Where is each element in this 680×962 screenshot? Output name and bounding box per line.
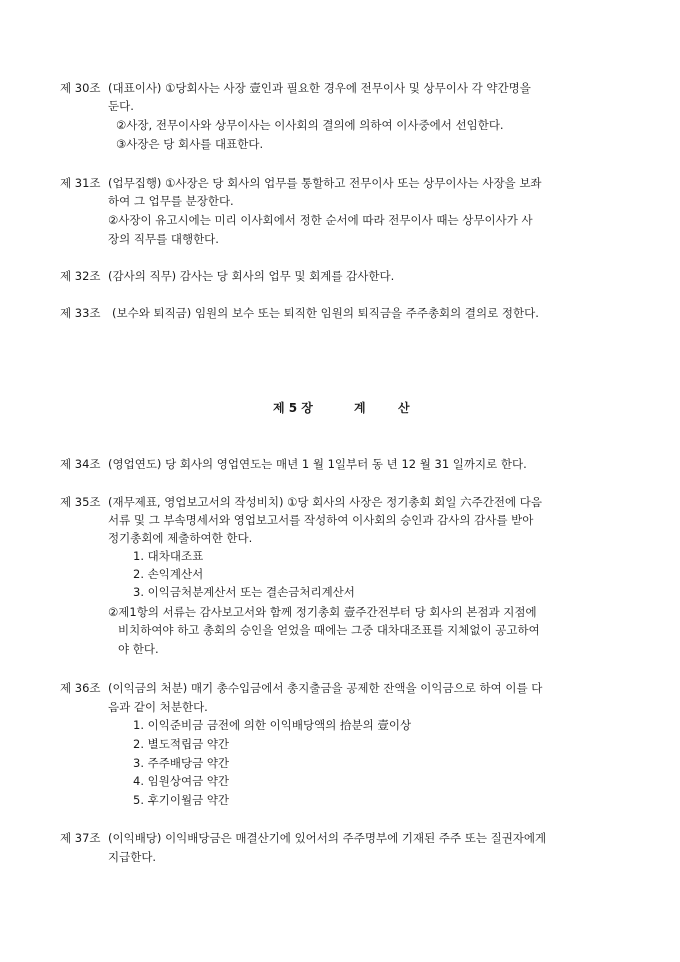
article-31-line-1: (업무집행) ①사장은 당 회사의 업무를 통할하고 전무이사 또는 상무이사는 사장을 보좌 — [108, 176, 542, 190]
article-32-line-1: (감사의 직무) 감사는 당 회사의 업무 및 회계를 감사한다. — [108, 269, 395, 283]
article-35-line-8: 비치하여야 하고 총회의 승인을 얻었을 때에는 그중 대차대조표를 지체없이 공고하여 — [118, 623, 540, 637]
article-30-number: 제 30조 — [60, 81, 101, 95]
article-34-line-1: (영업연도) 당 회사의 영업연도는 매년 1 월 1일부터 동 년 12 월 31 일까지로 한다. — [108, 457, 527, 471]
article-31-line-2: 하여 그 업무를 분장한다. — [108, 194, 234, 208]
article-35-line-1: (재무제표, 영업보고서의 작성비치) ①당 회사의 사장은 정기총회 회일 六주간전에 다음 — [108, 495, 542, 509]
article-35-item-2: 2. 손익계산서 — [133, 567, 204, 581]
article-35-line-3: 정기총회에 제출하여한 한다. — [108, 531, 253, 545]
article-36-line-2: 음과 같이 처분한다. — [108, 700, 208, 714]
article-36-line-1: (이익금의 처분) 매기 총수입금에서 총지출금을 공제한 잔액을 이익금으로 하여 이를 다 — [108, 681, 543, 695]
article-37-number: 제 37조 — [60, 831, 101, 845]
article-33-line-1: (보수와 퇴직금) 임원의 보수 또는 퇴직한 임원의 퇴직금을 주주총회의 결의로 정한다. — [112, 306, 539, 320]
article-31-line-3: ②사장이 유고시에는 미리 이사회에서 정한 순서에 따라 전무이사 때는 상무이사가 사 — [108, 213, 533, 227]
chapter-title — [0, 398, 680, 418]
article-35-item-1: 1. 대차대조표 — [133, 549, 204, 563]
chapter-name-part-1: 계 — [354, 401, 366, 415]
article-37-line-2: 지급한다. — [108, 850, 157, 864]
chapter-name-part-2: 산 — [398, 401, 410, 415]
article-36-item-5: 5. 후기이월금 약간 — [133, 793, 230, 807]
article-34-number: 제 34조 — [60, 457, 101, 471]
article-32-number: 제 32조 — [60, 269, 101, 283]
article-36-item-1: 1. 이익준비금 금전에 의한 이익배당액의 拾분의 壹이상 — [133, 718, 412, 732]
article-31-number: 제 31조 — [60, 176, 101, 190]
article-30-line-3: ②사장, 전무이사와 상무이사는 이사회의 결의에 의하여 이사중에서 선임한다. — [116, 118, 504, 132]
article-35-number: 제 35조 — [60, 495, 101, 509]
article-36-item-3: 3. 주주배당금 약간 — [133, 756, 230, 770]
article-31-line-4: 장의 직무를 대행한다. — [108, 232, 219, 246]
article-35-line-7: ②제1항의 서류는 감사보고서와 함께 정기총회 壹주간전부터 당 회사의 본점과 지점에 — [108, 605, 537, 619]
article-33-number: 제 33조 — [60, 306, 101, 320]
chapter-number: 제 5 장 — [273, 401, 313, 415]
article-35-line-9: 야 한다. — [118, 642, 159, 656]
article-30-line-1: (대표이사) ①당회사는 사장 壹인과 필요한 경우에 전무이사 및 상무이사 각 약간명을 — [108, 81, 531, 95]
article-35-item-3: 3. 이익금처분계산서 또는 결손금처리계산서 — [133, 585, 355, 599]
article-30-line-2: 둔다. — [108, 99, 134, 113]
article-35-line-2: 서류 및 그 부속명세서와 영업보고서를 작성하여 이사회의 승인과 감사의 감사를 받아 — [108, 513, 534, 527]
article-36-item-4: 4. 임원상여금 약간 — [133, 774, 230, 788]
article-37-line-1: (이익배당) 이익배당금은 매결산기에 있어서의 주주명부에 기재된 주주 또는 질권자에게 — [108, 831, 547, 845]
article-36-number: 제 36조 — [60, 681, 101, 695]
article-36-item-2: 2. 별도적립금 약간 — [133, 737, 230, 751]
article-30-line-4: ③사장은 당 회사를 대표한다. — [116, 137, 264, 151]
